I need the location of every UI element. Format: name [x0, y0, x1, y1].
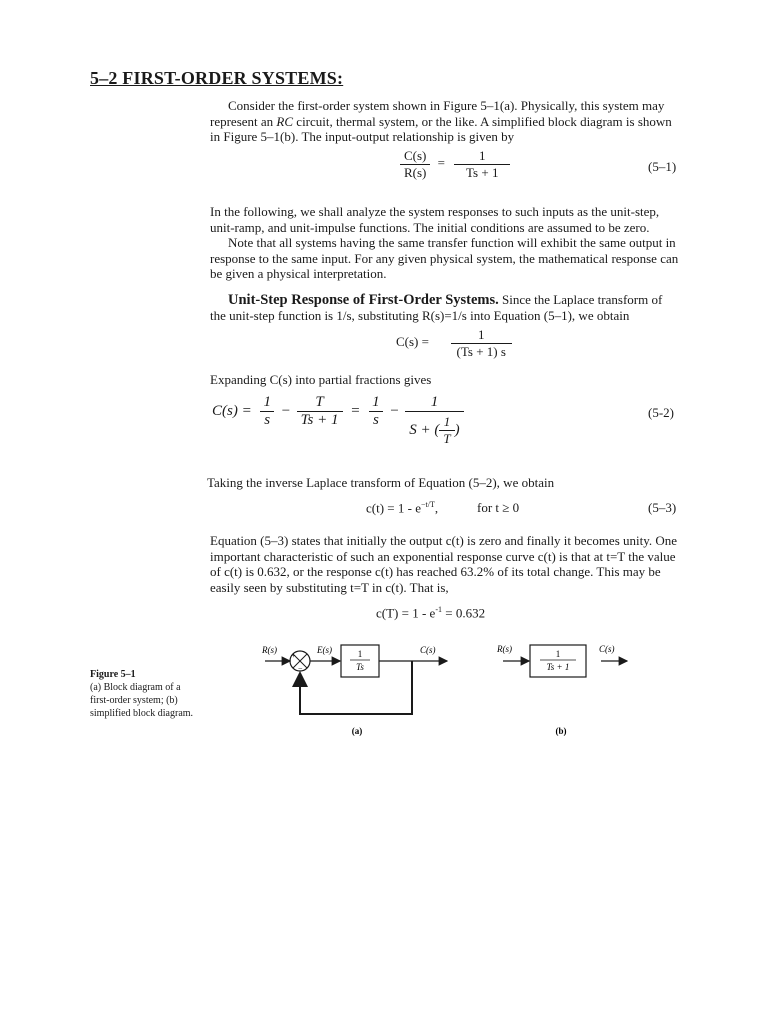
equation-5-3-condition: for t ≥ 0 [477, 500, 520, 515]
diagram-a-output-label: C(s) [420, 645, 436, 655]
equation-5-1: $\frac{C(s)}{R(s)}$ = $\frac{1}{Ts + 1}$ [400, 148, 512, 181]
figure-caption [90, 668, 200, 720]
intro-text: Consider the first-order system shown in Figure 5–1(a). Physically, this system may represent an [210, 98, 665, 129]
block-diagram-b [493, 638, 633, 743]
paragraph-intro [210, 98, 682, 145]
equation-number-5-3: (5–3) [648, 500, 677, 515]
subsection-title: Unit-Step Response of First-Order Systems. [228, 292, 499, 308]
diagram-a-label: (a) [351, 726, 363, 736]
section-heading: 5–2 FIRST-ORDER SYSTEMS: [90, 68, 344, 88]
subsection-text: Since the Laplace transform of the unit-step function is 1/s, substituting R(s)=1/s into Equation (5–1), we obtain [210, 292, 663, 323]
equation-5-3: $c(t) = 1 - e^{-t/T}$, [366, 500, 439, 516]
figure-caption-title: Figure 5–1 [90, 669, 136, 680]
rc-term: RC [276, 113, 294, 129]
paragraph-analysis: In the following, we shall analyze the system responses to such inputs as the unit-step, unit-ramp, and unit-impulse functions. The initial conditions are assumed to be zero. [210, 204, 660, 235]
diagram-b-block-den: Ts + 1 [546, 662, 570, 672]
paragraph-transfer-function: Note that all systems having the same transfer function will exhibit the same output in response to the same input. For any given physical system, the mathematical response can be given a physical interpretation. [210, 235, 679, 281]
minus-sign: − [298, 664, 303, 673]
figure-caption-text: (a) Block diagram of a first-order system; (b) simplified block diagram. [90, 682, 194, 719]
plus-sign: + [291, 651, 296, 660]
diagram-b-block-num: 1 [555, 649, 561, 659]
equation-number-5-1: (5–1) [648, 159, 677, 174]
equation-cs: C(s) = $\frac{1}{(Ts + 1) s}$ [396, 327, 526, 360]
subsection-unit-step [210, 292, 680, 324]
diagram-a-block-num: 1 [357, 649, 363, 659]
diagram-b-output-label: C(s) [599, 644, 615, 654]
diagram-a-block-den: Ts [356, 662, 364, 672]
equation-5-2: C(s) = $\frac{1}{s}$ − $\frac{T}{Ts + 1}$ = $\frac{1}{s}$ − 1 S + ( $\frac{1}{T}$ ) [212, 394, 464, 447]
paragraph-partial-fractions: Expanding C(s) into partial fractions gives [210, 372, 432, 387]
intro-text-cont: circuit, thermal system, or the like. A simplified block diagram is shown in Figure 5–1(b). The input-output relationship is given by [210, 113, 672, 144]
diagram-a-input-label: R(s) [262, 645, 277, 655]
block-diagram-a [255, 638, 465, 743]
paragraph-inverse-laplace: Taking the inverse Laplace transform of Equation (5–2), we obtain [207, 475, 555, 490]
diagram-b-input-label: R(s) [497, 644, 512, 654]
paragraph-characteristic: Equation (5–3) states that initially the output c(t) is zero and finally it becomes unity. One important characteristic of such an exponential response curve c(t) is that at t=T the value of c(t) is 0.632, or the response c(t) has reached 63.2% of its total change. This may be easily seen by substituting t=T in c(t). That is, [210, 533, 678, 595]
equation-ct: $c(T) = 1 - e^{-1} = 0.632$ [376, 605, 486, 621]
diagram-a-error-label: E(s) [317, 645, 332, 655]
equation-number-5-2: (5-2) [648, 405, 674, 420]
diagram-b-label: (b) [555, 726, 567, 736]
